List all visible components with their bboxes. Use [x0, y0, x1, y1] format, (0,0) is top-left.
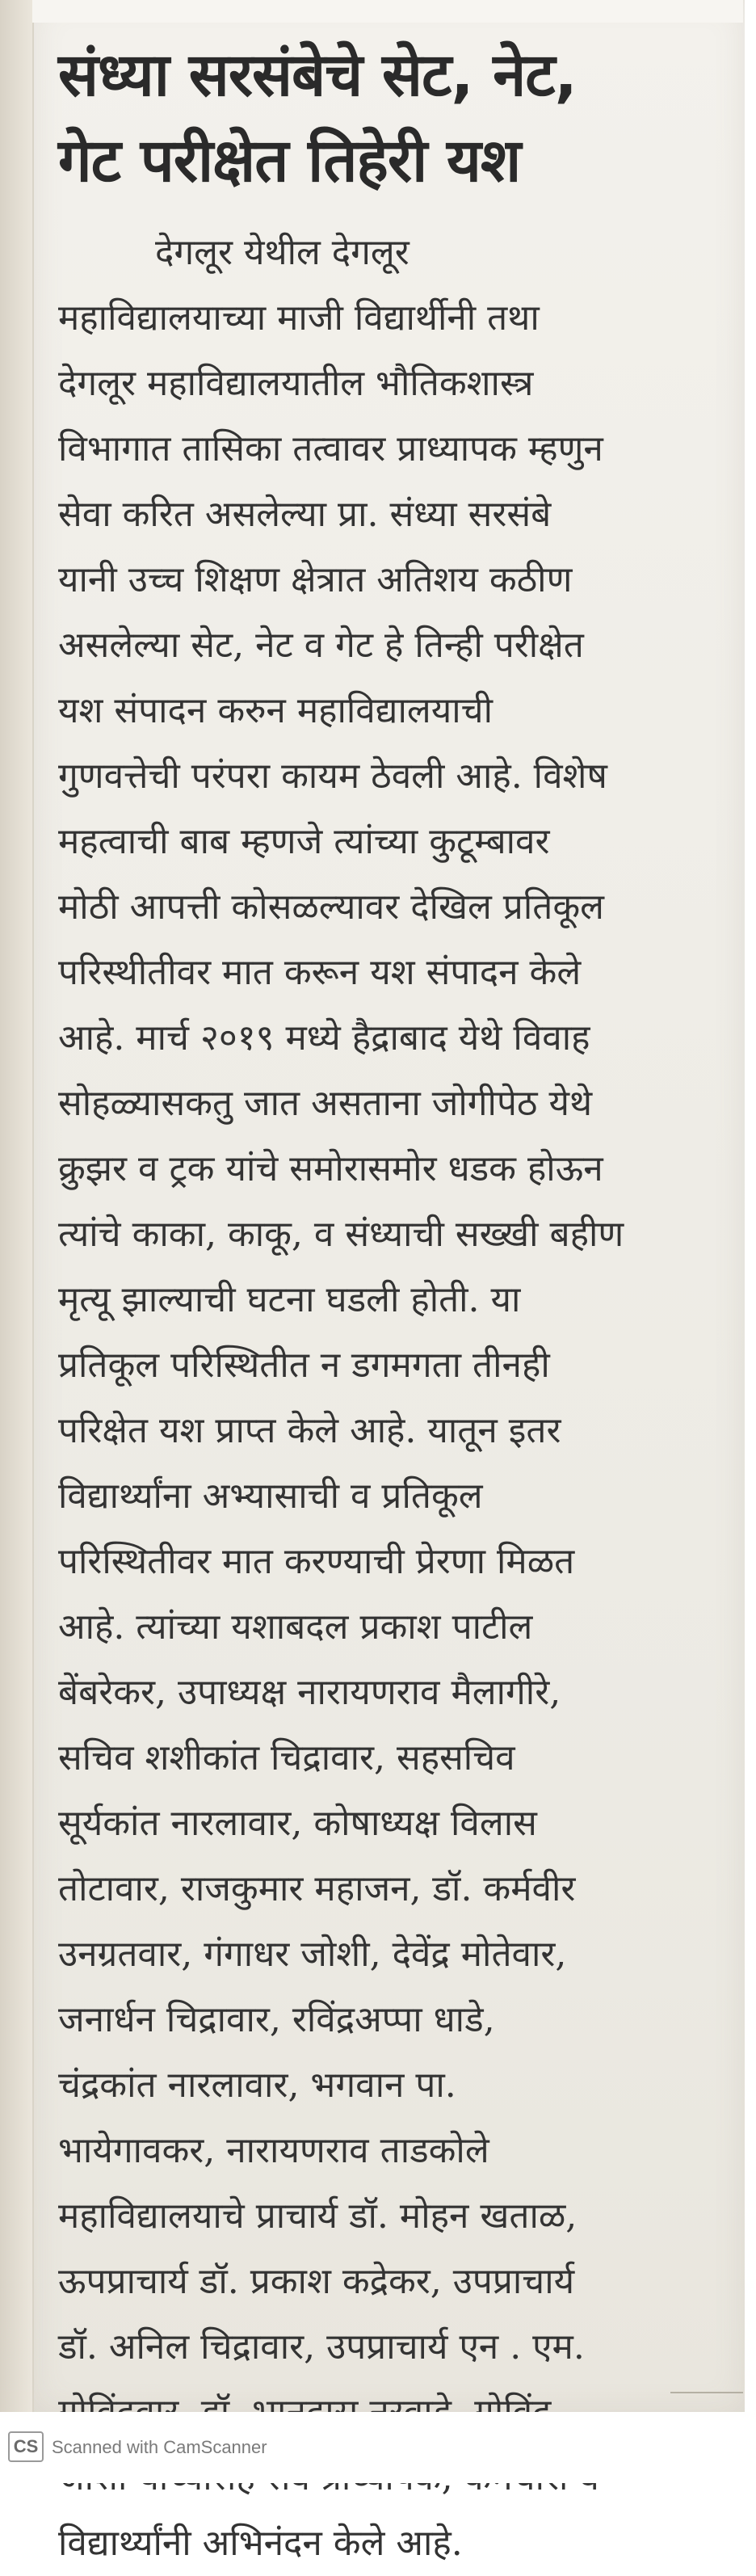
body-line: देगलूर महाविद्यालयातील भौतिकशास्त्र — [58, 363, 534, 404]
body-line: आहे. मार्च २०१९ मध्ये हैद्राबाद येथे विवाह — [58, 1017, 590, 1059]
headline-line: संध्या सरसंबेचे सेट, नेट, — [58, 40, 577, 110]
body-line: डॉ. अनिल चिद्रावार, उपप्राचार्य एन . एम. — [58, 2326, 585, 2368]
body-line: क्रुझर व ट्रक यांचे समोरासमोर धडक होऊन — [58, 1148, 603, 1189]
body-line: विभागात तासिका तत्वावर प्राध्यापक म्हणुन — [58, 428, 603, 469]
scanner-watermark-text: Scanned with CamScanner — [52, 2437, 267, 2457]
body-line: महत्वाची बाब म्हणजे त्यांच्या कुटूम्बावर — [58, 821, 550, 862]
body-line: सोहळ्यासकतु जात असताना जोगीपेठ येथे — [58, 1083, 593, 1124]
body-line: गुणवत्तेची परंपरा कायम ठेवली आहे. विशेष — [58, 756, 607, 797]
body-line: देगलूर येथील देगलूर — [155, 232, 410, 273]
body-line: उनग्रतवार, गंगाधर जोशी, देवेंद्र मोतेवार, — [58, 1934, 567, 1975]
body-line: विद्यार्थ्यांना अभ्यासाची व प्रतिकूल — [58, 1475, 483, 1517]
torn-paper-edge — [32, 0, 743, 23]
body-line: मृत्यू झाल्याची घटना घडली होती. या — [58, 1279, 521, 1320]
body-line: यानी उच्च शिक्षण क्षेत्रात अतिशय कठीण — [58, 559, 573, 600]
body-line: भायेगावकर, नारायणराव ताडकोले — [58, 2130, 489, 2171]
body-line: चंद्रकांत नारलावार, भगवान पा. — [58, 2065, 456, 2106]
body-line: परिस्थितीवर मात करण्याची प्रेरणा मिळत — [58, 1541, 575, 1582]
body-line: असलेल्या सेट, नेट व गेट हे तिन्ही परीक्षेत — [58, 625, 584, 666]
body-line: महाविद्यालयाच्या माजी विद्यार्थीनी तथा — [58, 297, 540, 339]
body-line: परिक्षेत यश प्राप्त केले आहे. यातून इतर — [58, 1410, 561, 1451]
body-line: सचिव शशीकांत चिद्रावार, सहसचिव — [58, 1737, 515, 1778]
body-line: ऊपप्राचार्य डॉ. प्रकाश कद्रेकर, उपप्राचार्य — [58, 2261, 575, 2302]
body-line: जनार्धन चिद्रावार, रविंद्रअप्पा धाडे, — [58, 1999, 495, 2040]
article-body — [58, 220, 729, 2576]
body-line: तोटावार, राजकुमार महाजन, डॉ. कर्मवीर — [58, 1868, 576, 1909]
body-line: बेंबरेकर, उपाध्यक्ष नारायणराव मैलागीरे, — [58, 1672, 561, 1713]
body-line: मोठी आपत्ती कोसळल्यावर देखिल प्रतिकूल — [58, 886, 604, 928]
body-line: प्रतिकूल परिस्थितीत न डगमगता तीनही — [58, 1345, 550, 1386]
body-line: त्यांचे काका, काकू, व संध्याची सख्खी बहीण — [58, 1214, 624, 1255]
scanner-watermark-bar — [0, 2412, 756, 2483]
headline-line: गेट परीक्षेत तिहेरी यश — [58, 126, 521, 196]
camscanner-logo-icon: CS — [8, 2431, 44, 2462]
page-shadow — [0, 0, 32, 2412]
body-line: आहे. त्यांच्या यशाबदल प्रकाश पाटील — [58, 1606, 533, 1648]
body-line: विद्यार्थ्यांनी अभिनंदन केले आहे. — [58, 2523, 463, 2564]
body-line: यश संपादन करुन महाविद्यालयाची — [58, 690, 493, 731]
body-line: सेवा करित असलेल्या प्रा. संध्या सरसंबे — [58, 494, 552, 535]
body-line: महाविद्यालयाचे प्राचार्य डॉ. मोहन खताळ, — [58, 2195, 578, 2237]
body-line: परिस्थीतीवर मात करून यश संपादन केले — [58, 952, 582, 993]
page-edge-line — [670, 2392, 743, 2393]
article-headline — [58, 32, 729, 204]
body-line: सूर्यकांत नारलावार, कोषाध्यक्ष विलास — [58, 1803, 537, 1844]
